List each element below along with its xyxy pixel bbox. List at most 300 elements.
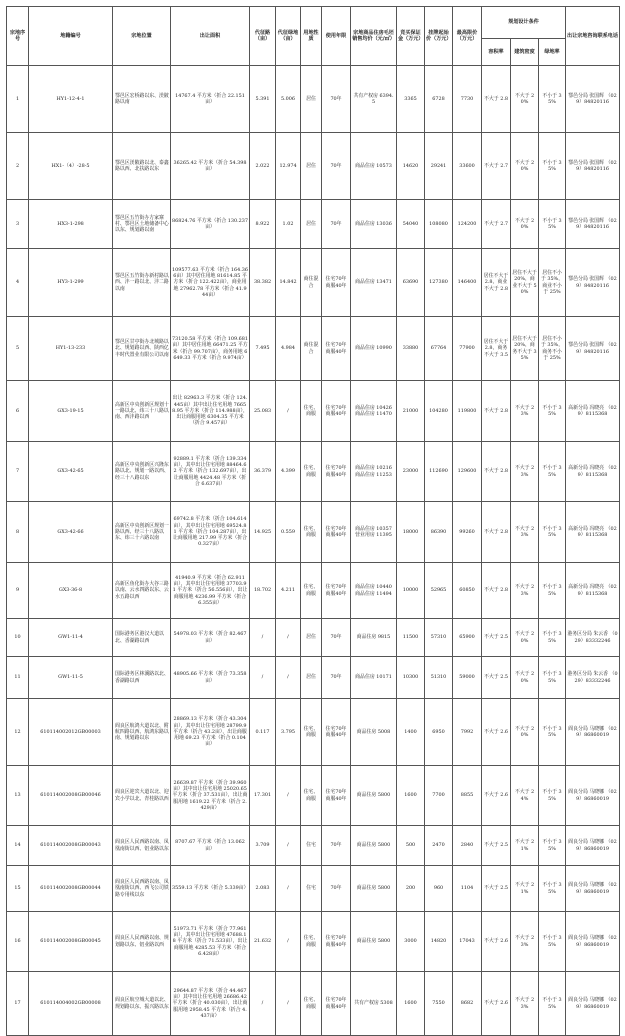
header-contact: 出让宗地咨询联系电话 (566, 7, 620, 66)
cell-contact: 高新分局 冯晓亮 （029）8115368 (566, 502, 620, 563)
cell-area: 109577.63 平方米（折合 164.366亩）其中居住用地 81614.85 平方米（折合 122.422亩），商业用地 27962.78 平方米（折合 41.944亩） (171, 249, 250, 317)
header-use: 用地性质 (301, 7, 322, 66)
cell-price: 商品住房 10171 (351, 657, 397, 699)
cell-seq: 7 (7, 442, 29, 502)
header-location: 宗地位置 (113, 7, 171, 66)
cell-price: 商品住房 10440 商品住房 11494 (351, 563, 397, 619)
cell-years: 70年 (322, 200, 351, 249)
cell-location: 阎良区迎宾大道以北、迎宾小学以北、青桂路以西 (113, 766, 171, 826)
table-row (7, 563, 620, 619)
header-code: 地籍编号 (29, 7, 113, 66)
cell-use: 商住混合 (301, 249, 322, 317)
cell-deposit: 500 (397, 826, 425, 866)
cell-density: 不大于 24% (511, 766, 539, 826)
cell-area: 69742.8 平方米（折合 104.614亩），其中出让住宅用地 69524.81 平方米（折合 104.287亩），出让商服用地 217.99 平方米（折合 0.327亩） (171, 502, 250, 563)
cell-far: 不大于 2.8 (482, 563, 511, 619)
cell-green: / (276, 972, 301, 1036)
cell-start-price: 67764 (425, 317, 453, 381)
cell-density: 居住不大于 20%，商业不大于 50% (511, 249, 539, 317)
cell-max-price: 8682 (453, 972, 482, 1036)
cell-deposit: 23000 (397, 442, 425, 502)
land-parcel-table (6, 6, 620, 1036)
cell-location: 阎良区人民西路以南、凤凰南街以西、铝业路以东 (113, 826, 171, 866)
cell-years: 住宅70年 商服40年 (322, 912, 351, 972)
cell-location: 阎良区航鸿大道以北、附航四路以西、航鸿东路以南、规划路以东 (113, 699, 171, 766)
cell-code: GX3-36-8 (29, 563, 113, 619)
cell-start-price: 112690 (425, 442, 453, 502)
cell-years: 住宅70年 商服40年 (322, 563, 351, 619)
header-green: 代征绿地（亩） (276, 7, 301, 66)
cell-location: 阎良区人民西路以南、规划路以东、铝业路以西 (113, 912, 171, 972)
cell-start-price: 57310 (425, 619, 453, 657)
cell-area: 48905.66 平方米（折合 73.358亩） (171, 657, 250, 699)
cell-deposit: 10300 (397, 657, 425, 699)
cell-code: 610114002008GB00045 (29, 912, 113, 972)
cell-location: 鄠邑区五竹街办方家寨村、鄠邑区土地储备中心以东、规划路以南 (113, 200, 171, 249)
cell-deposit: 200 (397, 866, 425, 912)
cell-code: HY1-12-4-1 (29, 66, 113, 133)
cell-code: GX3-42-66 (29, 502, 113, 563)
cell-seq: 14 (7, 826, 29, 866)
cell-green: / (276, 657, 301, 699)
cell-green-rate: 不小于 35% (539, 381, 566, 442)
table-row (7, 619, 620, 657)
cell-deposit: 54040 (397, 200, 425, 249)
cell-contact: 鄠邑分局 张国辉 （029）84820116 (566, 200, 620, 249)
cell-years: 住宅70年 商服40年 (322, 317, 351, 381)
cell-road: 17.301 (250, 766, 276, 826)
cell-deposit: 14620 (397, 133, 425, 200)
cell-green-rate: 不小于 35% (539, 699, 566, 766)
cell-contact: 港务区分局 朱云香 （029）83332246 (566, 657, 620, 699)
cell-max-price: 33600 (453, 133, 482, 200)
cell-area: 28869.13 平方米（折合 43.304亩），其中出让住宅用地 28799.9 平方米（折合 43.2亩），出让商服用地 69.23 平方米（折合 0.104亩） (171, 699, 250, 766)
header-row-1 (7, 7, 620, 39)
cell-max-price: 8855 (453, 766, 482, 826)
cell-green-rate: 不小于 35% (539, 619, 566, 657)
cell-use: 居住 (301, 200, 322, 249)
header-deposit: 竞买保证金（万元） (397, 7, 425, 66)
cell-use: 居住 (301, 657, 322, 699)
table-row (7, 866, 620, 912)
cell-seq: 17 (7, 972, 29, 1036)
cell-start-price: 2470 (425, 826, 453, 866)
cell-deposit: 3000 (397, 912, 425, 972)
cell-start-price: 127380 (425, 249, 453, 317)
header-planning: 规划设计条件 (482, 7, 566, 39)
cell-deposit: 63690 (397, 249, 425, 317)
cell-road: 7.495 (250, 317, 276, 381)
cell-seq: 15 (7, 866, 29, 912)
cell-green-rate: 居住不小于 35%，商业不小于 25% (539, 249, 566, 317)
cell-deposit: 18000 (397, 502, 425, 563)
cell-price: 商品住房 10990 (351, 317, 397, 381)
cell-road: 2.022 (250, 133, 276, 200)
cell-price: 商品住房 5800 (351, 766, 397, 826)
cell-green: / (276, 826, 301, 866)
cell-seq: 12 (7, 699, 29, 766)
cell-seq: 3 (7, 200, 29, 249)
cell-code: GW1-11-5 (29, 657, 113, 699)
cell-far: 不大于 2.5 (482, 866, 511, 912)
cell-far: 不大于 2.6 (482, 766, 511, 826)
cell-area: 出让 82963.3 平方米（折合 124.445亩）其中出让住宅用地 76658.95 平方米（折合 114.988亩），出让商服用地 6304.35 平方米（折合 9.457亩） (171, 381, 250, 442)
cell-density: 不大于 23% (511, 502, 539, 563)
cell-green: 0.559 (276, 502, 301, 563)
cell-seq: 5 (7, 317, 29, 381)
cell-green-rate: 不小于 35% (539, 502, 566, 563)
cell-max-price: 59000 (453, 657, 482, 699)
cell-code: GX3-42-65 (29, 442, 113, 502)
cell-road: 5.391 (250, 66, 276, 133)
table-row (7, 317, 620, 381)
cell-years: 住宅70年 商服40年 (322, 972, 351, 1036)
cell-green: / (276, 766, 301, 826)
cell-contact: 高新分局 冯晓亮 （029）8115368 (566, 563, 620, 619)
cell-code: 610114002008GB00043 (29, 826, 113, 866)
cell-code: GW1-11-4 (29, 619, 113, 657)
cell-green: 14.842 (276, 249, 301, 317)
cell-road: 2.083 (250, 866, 276, 912)
cell-seq: 9 (7, 563, 29, 619)
cell-green: 4.984 (276, 317, 301, 381)
table-row (7, 66, 620, 133)
cell-density: 居住不大于 20%，商务不大于 35% (511, 317, 539, 381)
table-body (7, 66, 620, 1036)
cell-road: 25.083 (250, 381, 276, 442)
cell-seq: 6 (7, 381, 29, 442)
cell-far: 居住不大于 2.8，商业不大于 2.8 (482, 249, 511, 317)
cell-start-price: 6728 (425, 66, 453, 133)
table-row (7, 826, 620, 866)
cell-use: 住宅 (301, 826, 322, 866)
header-max-price: 最高限价（万元） (453, 7, 482, 66)
cell-area: 92889.1 平方米（折合 139.334亩），其中出让住宅用地 88464.62 平方米（折合 132.697亩），出让商服用地 4424.48 平方米（折合 6.637亩） (171, 442, 250, 502)
cell-max-price: 2840 (453, 826, 482, 866)
cell-years: 住宅70年 商服40年 (322, 381, 351, 442)
cell-seq: 13 (7, 766, 29, 826)
cell-location: 鄠邑区五竹街办新村路以西、沣一路以北、沣二路以南 (113, 249, 171, 317)
cell-area: 73120.58 平方米（折合 109.681亩）其中居住用地 66471.25 平方米（折合 99.707亩），商务用地 6649.33 平方米（折合 9.974亩） (171, 317, 250, 381)
cell-use: 住宅、商服 (301, 699, 322, 766)
cell-road: / (250, 972, 276, 1036)
cell-price: 商品住房 13471 (351, 249, 397, 317)
cell-code: HX3-1-298 (29, 200, 113, 249)
table-row (7, 972, 620, 1036)
header-far: 容积率 (482, 39, 511, 66)
cell-price: 商品住房 10426 商品住房 11470 (351, 381, 397, 442)
cell-start-price: 29241 (425, 133, 453, 200)
cell-code: 610114002012GB00003 (29, 699, 113, 766)
cell-green: / (276, 619, 301, 657)
cell-density: 不大于 20% (511, 657, 539, 699)
cell-seq: 4 (7, 249, 29, 317)
cell-far: 不大于 2.7 (482, 133, 511, 200)
cell-green-rate: 不小于 35% (539, 657, 566, 699)
cell-start-price: 104280 (425, 381, 453, 442)
header-area: 出让面积 (171, 7, 250, 66)
cell-start-price: 6950 (425, 699, 453, 766)
cell-start-price: 14820 (425, 912, 453, 972)
table-row (7, 249, 620, 317)
table-row (7, 766, 620, 826)
table-row (7, 699, 620, 766)
cell-green-rate: 不小于 35% (539, 826, 566, 866)
cell-years: 住宅70年 商服40年 (322, 502, 351, 563)
cell-code: HY1-13-233 (29, 317, 113, 381)
cell-far: 不大于 2.8 (482, 442, 511, 502)
header-price: 宗地商品住房毛坯销售均价（元/㎡） (351, 7, 397, 66)
cell-location: 国际港务区港汉大道以北、香湖路以西 (113, 619, 171, 657)
cell-green: 4.211 (276, 563, 301, 619)
table-row (7, 502, 620, 563)
cell-area: 51973.71 平方米（折合 77.961亩），其中出让住宅用地 47688.18 平方米（折合 71.533亩），出让商服用地 4285.53 平方米（折合 6.428亩） (171, 912, 250, 972)
cell-area: 86824.76 平方米（折合 130.237亩） (171, 200, 250, 249)
cell-code: HX1-（4）-28-5 (29, 133, 113, 200)
header-density: 建筑密度 (511, 39, 539, 66)
cell-density: 不大于 23% (511, 912, 539, 972)
cell-start-price: 52965 (425, 563, 453, 619)
cell-years: 住宅70年 商服40年 (322, 442, 351, 502)
cell-area: 54978.03 平方米（折合 82.467亩） (171, 619, 250, 657)
cell-deposit: 10000 (397, 563, 425, 619)
cell-max-price: 119800 (453, 381, 482, 442)
cell-price: 商品住房 10357 营业用房 11395 (351, 502, 397, 563)
cell-years: 70年 (322, 866, 351, 912)
cell-years: 70年 (322, 133, 351, 200)
cell-contact: 鄠邑分局 张国辉 （029）84820116 (566, 317, 620, 381)
cell-density: 不大于 20% (511, 133, 539, 200)
cell-road: 3.709 (250, 826, 276, 866)
cell-location: 鄠邑区甘亭街办北城路以北、规划路以西、陕西亿丰时代置业有限公司以南 (113, 317, 171, 381)
cell-density: 不大于 20% (511, 699, 539, 766)
cell-seq: 10 (7, 619, 29, 657)
cell-years: 70年 (322, 619, 351, 657)
cell-green: 3.795 (276, 699, 301, 766)
cell-start-price: 960 (425, 866, 453, 912)
cell-green: / (276, 866, 301, 912)
cell-max-price: 99260 (453, 502, 482, 563)
cell-start-price: 108080 (425, 200, 453, 249)
cell-location: 鄠邑区渼陂路以北、泰鑫路以西、北扶路以东 (113, 133, 171, 200)
cell-density: 不大于 23% (511, 442, 539, 502)
cell-green-rate: 不小于 35% (539, 766, 566, 826)
cell-contact: 阎良分局 马晓娜 （029）86860019 (566, 866, 620, 912)
cell-deposit: 1600 (397, 972, 425, 1036)
cell-area: 36265.42 平方米（折合 54.398亩） (171, 133, 250, 200)
table-row (7, 442, 620, 502)
cell-use: 住宅 (301, 866, 322, 912)
header-years: 使用年限 (322, 7, 351, 66)
cell-use: 居住 (301, 133, 322, 200)
cell-contact: 阎良分局 马晓娜 （029）86860019 (566, 699, 620, 766)
cell-road: 18.702 (250, 563, 276, 619)
cell-green: 5.006 (276, 66, 301, 133)
cell-far: 不大于 2.7 (482, 200, 511, 249)
cell-max-price: 17043 (453, 912, 482, 972)
cell-max-price: 60850 (453, 563, 482, 619)
cell-green: 12.974 (276, 133, 301, 200)
cell-location: 鄠邑区宏桥路以东、渼陂路以南 (113, 66, 171, 133)
cell-max-price: 7992 (453, 699, 482, 766)
cell-far: 不大于 2.6 (482, 912, 511, 972)
cell-max-price: 129600 (453, 442, 482, 502)
cell-use: 商住混合 (301, 317, 322, 381)
cell-use: 住宅、商服 (301, 972, 322, 1036)
cell-deposit: 1400 (397, 699, 425, 766)
cell-max-price: 7730 (453, 66, 482, 133)
cell-location: 高新区中央创新区兴隆东路以北、规划一路以西、经三十八路以东 (113, 442, 171, 502)
cell-contact: 鄠邑分局 张国辉 （029）84820116 (566, 66, 620, 133)
cell-start-price: 7550 (425, 972, 453, 1036)
cell-max-price: 65900 (453, 619, 482, 657)
cell-green: 4.399 (276, 442, 301, 502)
cell-density: 不大于 23% (511, 563, 539, 619)
cell-green: 1.02 (276, 200, 301, 249)
cell-location: 高新区鱼化街办大谷三路以南、云水四路以东、云水五路以西 (113, 563, 171, 619)
cell-start-price: 51310 (425, 657, 453, 699)
cell-years: 住宅70年 商服40年 (322, 766, 351, 826)
cell-years: 70年 (322, 826, 351, 866)
cell-green-rate: 不小于 35% (539, 442, 566, 502)
cell-use: 居住 (301, 66, 322, 133)
cell-seq: 8 (7, 502, 29, 563)
cell-far: 不大于 2.5 (482, 619, 511, 657)
cell-green-rate: 不小于 35% (539, 66, 566, 133)
cell-deposit: 21000 (397, 381, 425, 442)
cell-far: 不大于 2.5 (482, 657, 511, 699)
header-seq: 宗地序号 (7, 7, 29, 66)
cell-green-rate: 不小于 35% (539, 912, 566, 972)
cell-use: 住宅、商服 (301, 442, 322, 502)
cell-deposit: 1600 (397, 766, 425, 826)
cell-area: 41940.9 平方米（折合 62.911亩），其中出让住宅用地 37703.91 平方米（折合 56.556亩），出让商服用地 4236.99 平方米（折合 6.355亩） (171, 563, 250, 619)
cell-road: 0.117 (250, 699, 276, 766)
cell-road: / (250, 657, 276, 699)
cell-code: 610114002008GB00046 (29, 766, 113, 826)
table-row (7, 200, 620, 249)
cell-road: / (250, 619, 276, 657)
cell-contact: 阎良分局 马晓娜 （029）86860019 (566, 912, 620, 972)
cell-density: 不大于 21% (511, 866, 539, 912)
cell-road: 14.925 (250, 502, 276, 563)
cell-density: 不大于 23% (511, 972, 539, 1036)
cell-price: 共有产权房 6394.5 (351, 66, 397, 133)
cell-location: 高新区中央创新区规划十一路以北、纬三十八路以南、西沣路以西 (113, 381, 171, 442)
cell-far: 不大于 2.6 (482, 699, 511, 766)
cell-location: 阎良区人民西路以南、凤凰南街以西、西飞公司铁路专用线以东 (113, 866, 171, 912)
cell-code: HY3-1-299 (29, 249, 113, 317)
cell-far: 居住不大于 2.8，商务不大于 3.5 (482, 317, 511, 381)
cell-contact: 鄠邑分局 张国辉 （029）84820116 (566, 133, 620, 200)
cell-code: GX3-19-15 (29, 381, 113, 442)
cell-price: 商品住房 5800 (351, 866, 397, 912)
cell-price: 商品住房 5008 (351, 699, 397, 766)
cell-use: 居住 (301, 619, 322, 657)
cell-deposit: 3365 (397, 66, 425, 133)
cell-far: 不大于 2.8 (482, 381, 511, 442)
cell-far: 不大于 2.5 (482, 826, 511, 866)
cell-green-rate: 不小于 35% (539, 563, 566, 619)
cell-years: 70年 (322, 657, 351, 699)
cell-deposit: 11500 (397, 619, 425, 657)
table-row (7, 381, 620, 442)
cell-density: 不大于 20% (511, 200, 539, 249)
cell-use: 住宅、商服 (301, 502, 322, 563)
cell-use: 住宅、商服 (301, 563, 322, 619)
cell-use: 住宅、商服 (301, 381, 322, 442)
cell-area: 26639.87 平方米（折合 39.960亩）其中出让住宅用地 25020.65 平方米（折合 37.531亩），出让商服用地 1619.22 平方米（折合 2.429亩） (171, 766, 250, 826)
table-row (7, 657, 620, 699)
cell-price: 商品住房 13036 (351, 200, 397, 249)
cell-density: 不大于 21% (511, 826, 539, 866)
cell-code: 610114002008GB00044 (29, 866, 113, 912)
cell-far: 不大于 2.8 (482, 66, 511, 133)
table-row (7, 912, 620, 972)
cell-location: 国际港务区林溪路以北、香湖路以西 (113, 657, 171, 699)
cell-price: 共有产权房 5308 (351, 972, 397, 1036)
cell-max-price: 77900 (453, 317, 482, 381)
cell-location: 阎良区航空城大道以北、规划路以东、振兴路以东 (113, 972, 171, 1036)
cell-seq: 1 (7, 66, 29, 133)
header-road: 代征路（亩） (250, 7, 276, 66)
cell-area: 3559.13 平方米（折合 5.339亩） (171, 866, 250, 912)
cell-road: 21.632 (250, 912, 276, 972)
cell-start-price: 7700 (425, 766, 453, 826)
cell-price: 商品住房 5800 (351, 912, 397, 972)
cell-green: / (276, 381, 301, 442)
cell-seq: 11 (7, 657, 29, 699)
cell-location: 高新区中央创新区规划一路以西、经三十八路以东、纬三十六路以南 (113, 502, 171, 563)
cell-price: 商品住房 5800 (351, 826, 397, 866)
cell-use: 住宅、商服 (301, 766, 322, 826)
cell-contact: 高新分局 冯晓亮 （029）8115368 (566, 442, 620, 502)
cell-far: 不大于 2.8 (482, 502, 511, 563)
cell-price: 商品住房 10573 (351, 133, 397, 200)
cell-road: 38.382 (250, 249, 276, 317)
cell-green-rate: 不小于 35% (539, 866, 566, 912)
cell-road: 36.379 (250, 442, 276, 502)
cell-deposit: 33880 (397, 317, 425, 381)
cell-max-price: 146400 (453, 249, 482, 317)
cell-years: 70年 (322, 66, 351, 133)
cell-contact: 阎良分局 马晓娜 （029）86860019 (566, 972, 620, 1036)
cell-years: 住宅70年 商服40年 (322, 249, 351, 317)
header-start-price: 挂牌起始价（万元） (425, 7, 453, 66)
cell-density: 不大于 23% (511, 381, 539, 442)
cell-contact: 港务区分局 朱云香 （029）83332246 (566, 619, 620, 657)
cell-green: / (276, 912, 301, 972)
cell-road: 8.922 (250, 200, 276, 249)
table-row (7, 133, 620, 200)
cell-green-rate: 不小于 35% (539, 972, 566, 1036)
cell-far: 不大于 2.6 (482, 972, 511, 1036)
header-green-rate: 绿地率 (539, 39, 566, 66)
cell-max-price: 124200 (453, 200, 482, 249)
cell-code: 610114004002GB00008 (29, 972, 113, 1036)
cell-contact: 阎良分局 马晓娜 （029）86860019 (566, 826, 620, 866)
cell-contact: 阎良分局 马晓娜 （029）86860019 (566, 766, 620, 826)
cell-density: 不大于 20% (511, 619, 539, 657)
cell-price: 商品住房 9815 (351, 619, 397, 657)
cell-area: 14767.4 平方米（折合 22.151亩） (171, 66, 250, 133)
cell-density: 不大于 20% (511, 66, 539, 133)
cell-max-price: 1104 (453, 866, 482, 912)
cell-price: 商品住房 10216 商品住房 11253 (351, 442, 397, 502)
cell-seq: 16 (7, 912, 29, 972)
cell-seq: 2 (7, 133, 29, 200)
cell-contact: 鄠邑分局 张国辉 （029）84820116 (566, 249, 620, 317)
